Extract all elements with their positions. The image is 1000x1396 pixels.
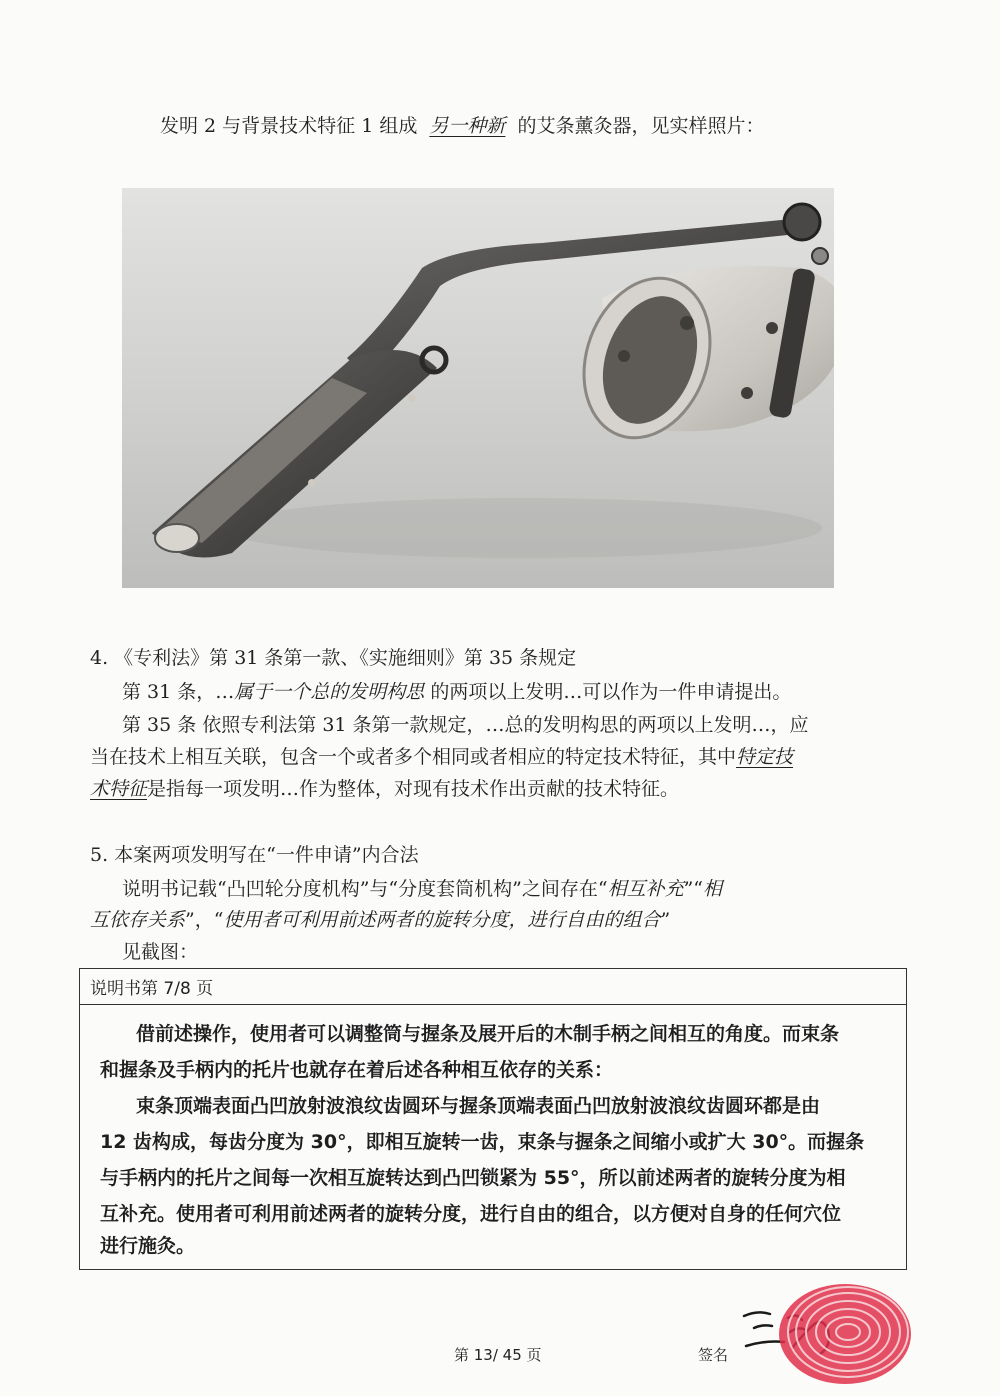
section4-paragraph1 [122, 679, 791, 705]
device-photo [122, 188, 834, 588]
signature-label: 签名 [698, 1346, 729, 1364]
intro-text-before: 发明 2 与背景技术特征 1 组成 [160, 115, 418, 137]
section5-line1-text: 说明书记载“凸凹轮分度机构”与“分度套筒机构”之间存在“ [122, 878, 608, 900]
section4-paragraph2-line1: 第 35 条 依照专利法第 31 条第一款规定，…总的发明构思的两项以上发明…，应 [122, 714, 809, 736]
intro-emphasis: 另一种新 [429, 115, 506, 137]
section5-line2-emphasis: 互依存关系 [90, 909, 186, 931]
intro-line [160, 113, 764, 139]
section5-see-screenshot: 见截图： [122, 941, 199, 963]
excerpt-line: 借前述操作，使用者可以调整筒与握条及展开后的木制手柄之间相互的角度。而束条 [136, 1023, 840, 1045]
section4-heading: 4. 《专利法》第 31 条第一款、《实施细则》第 35 条规定 [90, 647, 577, 669]
moxibustion-device-illustration [122, 188, 834, 588]
section5-line1-emphasis: 相互补充 [607, 878, 684, 900]
excerpt-header-label: 说明书第 7/8 页 [90, 979, 214, 999]
excerpt-line: 进行施灸。 [100, 1235, 196, 1257]
section5-line1-emphasis2: 相 [703, 878, 723, 900]
wooden-cup [563, 260, 834, 455]
section4-p1-before: 第 31 条，… [122, 681, 235, 703]
page-number: 第 13/ 45 页 [454, 1346, 542, 1364]
excerpt-line: 12 齿构成，每齿分度为 30°，即相互旋转一齿，束条与握条之间缩小或扩大 30°。而握条 [100, 1131, 865, 1153]
section5-heading: 5. 本案两项发明写在“一件申请”内合法 [90, 844, 419, 866]
section4-p2-line2-emphasis: 特定技 [736, 746, 794, 768]
excerpt-header [80, 969, 906, 1005]
red-fingerprint-stamp [770, 1272, 920, 1392]
section5-line1-quote: ”“ [683, 878, 704, 900]
section4-paragraph2-line3 [90, 776, 679, 802]
section4-p2-line3-text: 是指每一项发明…作为整体，对现有技术作出贡献的技术特征。 [147, 778, 680, 800]
excerpt-line: 束条顶端表面凸凹放射波浪纹齿圆环与握条顶端表面凸凹放射波浪纹齿圆环都是由 [136, 1095, 821, 1117]
section5-line2-close: ” [660, 909, 671, 931]
excerpt-line: 互补充。使用者可利用前述两者的旋转分度，进行自由的组合，以方便对自身的任何穴位 [100, 1203, 842, 1225]
section4-paragraph2-line2 [90, 744, 793, 770]
intro-text-after: 的艾条薰灸器，见实样照片： [517, 115, 765, 137]
section4-p2-line2-text: 当在技术上相互关联，包含一个或者多个相同或者相应的特定技术特征，其中 [90, 746, 737, 768]
section5-line2 [90, 907, 670, 933]
section4-p2-line3-emphasis: 术特征 [90, 778, 148, 800]
excerpt-line: 与手柄内的托片之间每一次相互旋转达到凸凹锁紧为 55°，所以前述两者的旋转分度为相 [100, 1167, 846, 1189]
section4-p1-after: 的两项以上发明…可以作为一件申请提出。 [430, 681, 792, 703]
section5-line1 [122, 876, 722, 902]
section4-p1-emphasis: 属于一个总的发明构思 [234, 681, 425, 703]
specification-excerpt-box [79, 968, 907, 1270]
excerpt-line: 和握条及手柄内的托片也就存在着后述各种相互依存的关系： [100, 1059, 614, 1081]
section5-line2-quote: ”，“ [185, 909, 224, 931]
section5-line2-emphasis2: 使用者可利用前述两者的旋转分度，进行自由的组合 [223, 909, 661, 931]
